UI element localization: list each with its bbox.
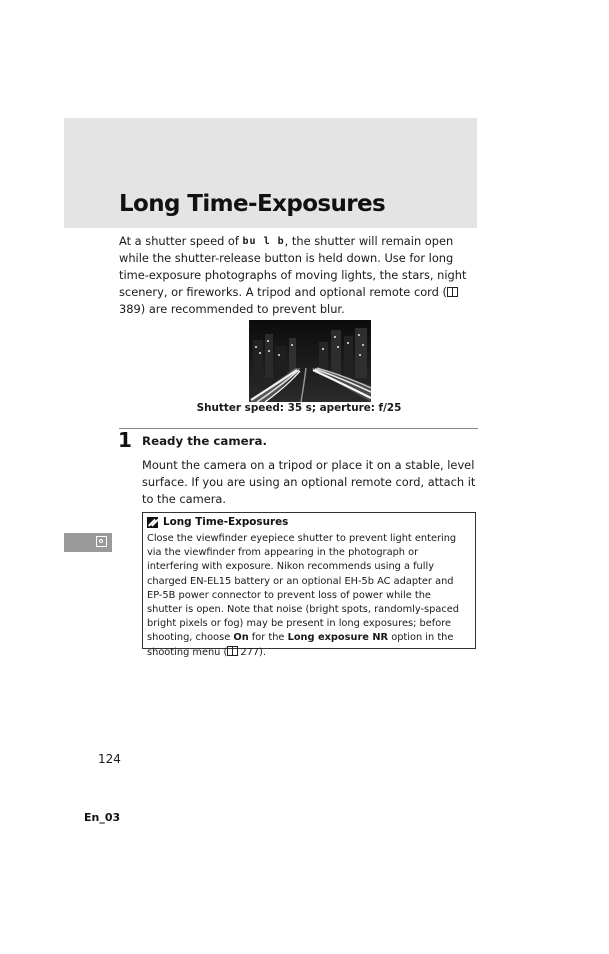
note-text-4: ).: [259, 646, 266, 658]
note-box: [142, 512, 476, 658]
note-pencil-icon: [147, 517, 158, 528]
note-text-1: Close the viewfinder eyepiece shutter to prevent light entering via the viewfinder from appearing in the photograph or interfering with exposure. Nikon recommends using a fully charged EN-EL15 battery or an optional EH-5b AC adapter and EP-5B power connector to prevent loss of power while the shutter is open. Note that noise (bright spots, randomly-spaced bright pixels or fog) may be present in long exposures; before shooting, choose: [147, 533, 459, 644]
intro-paragraph: [119, 233, 479, 318]
page-title: Long Time-Exposures: [119, 191, 386, 217]
intro-text-2: , the shutter will remain open while the shutter-release button is held down. Use for long time-exposure photographs of moving lights, the stars, night scenery, or fireworks. A tripod and optional remote cord (: [119, 234, 467, 299]
bulb-lcd-indicator: bu l b: [242, 236, 285, 247]
section-side-tab: [64, 533, 112, 552]
night-traffic-photo: [249, 320, 371, 402]
note-text-2: for the: [248, 632, 288, 644]
intro-text-1: At a shutter speed of: [119, 234, 243, 248]
note-heading-row: [147, 516, 467, 528]
page-reference-icon: [227, 646, 238, 656]
photo-caption: Shutter speed: 35 s; aperture: f/25: [196, 402, 402, 414]
note-text: [147, 532, 467, 660]
shooting-mode-icon: [96, 536, 107, 547]
note-heading: Long Time-Exposures: [163, 516, 289, 528]
step-divider: [119, 428, 478, 429]
note-text-3: option in the shooting menu (: [147, 632, 454, 658]
step-body: Mount the camera on a tripod or place it on a stable, level surface. If you are using an optional remote cord, attach it to the camera.: [142, 458, 476, 506]
note-long-exposure-nr: Long exposure NR: [287, 632, 389, 644]
intro-page-ref[interactable]: 389: [119, 302, 141, 316]
note-page-ref[interactable]: 277: [240, 646, 260, 658]
intro-text-3: ) are recommended to prevent blur.: [140, 302, 345, 316]
step-title: Ready the camera.: [142, 434, 267, 448]
file-marker: En_03: [84, 811, 121, 824]
note-on-option: On: [233, 632, 249, 644]
page-reference-icon: [447, 287, 458, 297]
page-number: 124: [98, 752, 121, 766]
step-number: 1: [118, 428, 132, 452]
